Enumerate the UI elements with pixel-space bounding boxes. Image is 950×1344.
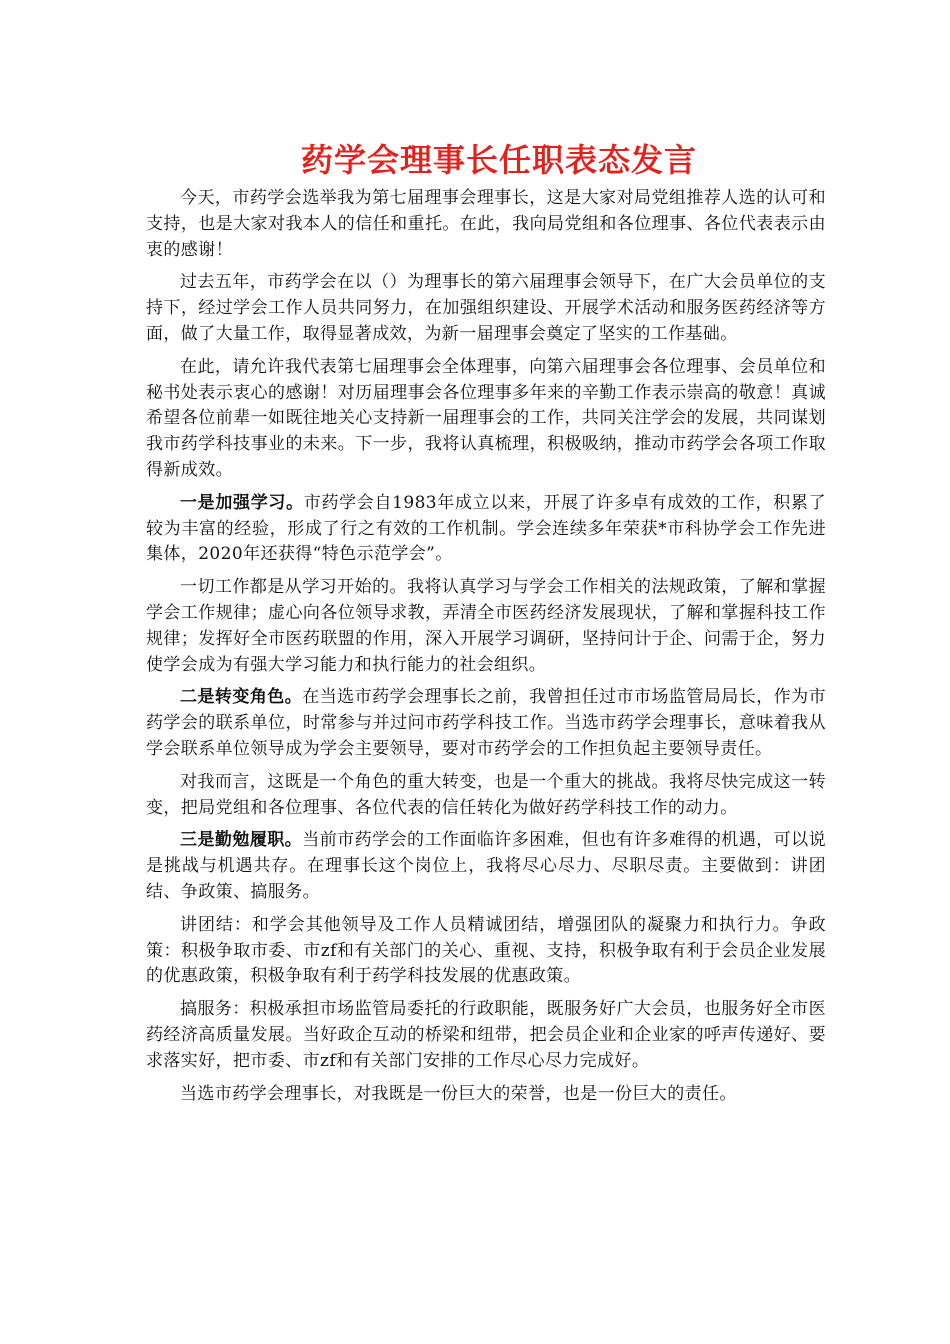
paragraph bbox=[146, 913, 826, 990]
paragraph bbox=[146, 828, 826, 905]
paragraph bbox=[146, 270, 826, 347]
paragraph-text: 今天，市药学会选举我为第七届理事会理事长，这是大家对局党组推荐人选的认可和支持，也是大家对我本人的信任和重托。在此，我向局党组和各位理事、各位代表表示由衷的感谢！ bbox=[146, 188, 826, 260]
paragraph-text: 在此，请允许我代表第七届理事会全体理事，向第六届理事会各位理事、会员单位和秘书处表示衷心的感谢！对历届理事会各位理事多年来的辛勤工作表示崇高的敬意！真诚希望各位前辈一如既往地关心支持新一届理事会的工作，共同关注学会的发展，共同谋划我市药学科技事业的未来。下一步，我将认真梳理，积极吸纳，推动市药学会各项工作取得新成效。 bbox=[146, 356, 826, 480]
paragraph-lead: 三是勤勉履职。 bbox=[180, 830, 303, 851]
paragraph-lead: 二是转变角色。 bbox=[180, 687, 303, 708]
document-body bbox=[146, 186, 826, 1114]
paragraph-text: 一切工作都是从学习开始的。我将认真学习与学会工作相关的法规政策，了解和掌握学会工作规律；虚心向各位领导求教，弄清全市医药经济发展现状，了解和掌握科技工作规律；发挥好全市医药联盟的作用，深入开展学习调研，坚持问计于企、问需于企，努力使学会成为有强大学习能力和执行能力的社会组织。 bbox=[146, 577, 826, 675]
paragraph-text: 当选市药学会理事长，对我既是一份巨大的荣誉，也是一份巨大的责任。 bbox=[180, 1083, 737, 1104]
paragraph-text: 讲团结：和学会其他领导及工作人员精诚团结，增强团队的凝聚力和执行力。争政策：积极争取市委、市zf和有关部门的关心、重视、支持，积极争取有利于会员企业发展的优惠政策，积极争取有利于药学科技发展的优惠政策。 bbox=[146, 914, 826, 987]
paragraph-text: 当前市药学会的工作面临许多困难，但也有许多难得的机遇，可以说是挑战与机遇共存。在理事长这个岗位上，我将尽心尽力、尽职尽责。主要做到：讲团结、争政策、搞服务。 bbox=[146, 830, 826, 902]
paragraph bbox=[146, 575, 826, 678]
paragraph-text: 对我而言，这既是一个角色的重大转变，也是一个重大的挑战。我将尽快完成这一转变，把局党组和各位理事、各位代表的信任转化为做好药学科技工作的动力。 bbox=[146, 771, 826, 818]
paragraph bbox=[146, 491, 826, 568]
paragraph-text: 市药学会自1983年成立以来，开展了许多卓有成效的工作，积累了较为丰富的经验，形成了行之有效的工作机制。学会连续多年荣获*市科协学会工作先进集体，2020年还获得“特色示范学会”。 bbox=[146, 492, 826, 565]
paragraph-text: 过去五年，市药学会在以（）为理事长的第六届理事会领导下，在广大会员单位的支持下，经过学会工作人员共同努力，在加强组织建设、开展学术活动和服务医药经济等方面，做了大量工作，取得显著成效，为新一届理事会奠定了坚实的工作基础。 bbox=[146, 272, 826, 344]
document-title: 药学会理事长任职表态发言 bbox=[300, 141, 697, 179]
paragraph bbox=[146, 186, 826, 263]
paragraph-lead: 一是加强学习。 bbox=[180, 492, 304, 513]
paragraph bbox=[146, 685, 826, 762]
paragraph bbox=[146, 1082, 826, 1108]
paragraph bbox=[146, 355, 826, 484]
paragraph bbox=[146, 770, 826, 822]
paragraph-text: 在当选市药学会理事长之前，我曾担任过市市场监管局局长，作为市药学会的联系单位，时常参与并过问市药学科技工作。当选市药学会理事长，意味着我从学会联系单位领导成为学会主要领导，要对市药学会的工作担负起主要领导责任。 bbox=[146, 687, 826, 759]
paragraph bbox=[146, 997, 826, 1074]
paragraph-text: 搞服务：积极承担市场监管局委托的行政职能，既服务好广大会员，也服务好全市医药经济高质量发展。当好政企互动的桥梁和纽带，把会员企业和企业家的呼声传递好、要求落实好，把市委、市zf和有关部门安排的工作尽心尽力完成好。 bbox=[146, 999, 826, 1071]
